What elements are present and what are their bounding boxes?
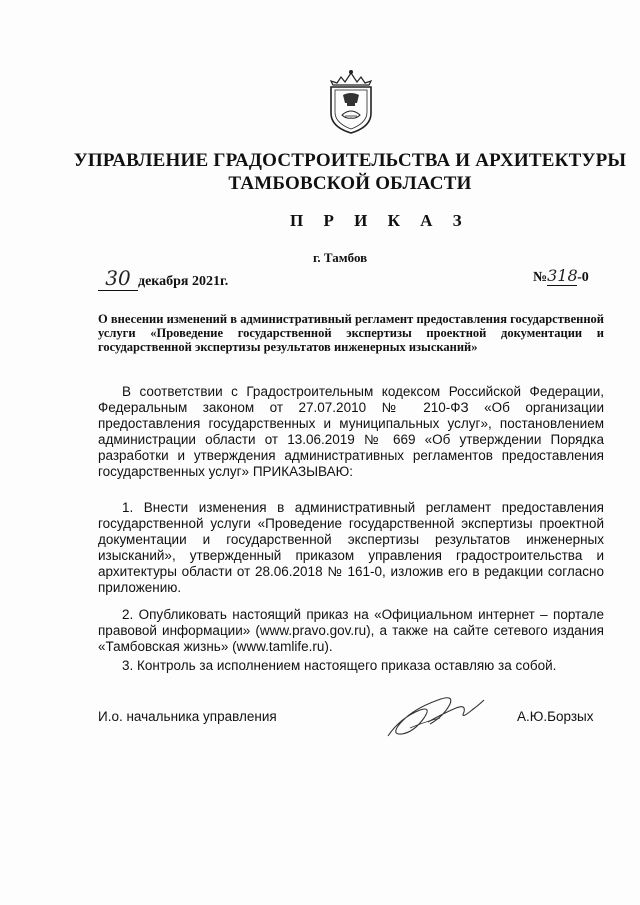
- number-suffix: -0: [577, 270, 589, 285]
- handwritten-signature: [380, 688, 490, 744]
- coat-of-arms-emblem: [323, 65, 379, 135]
- city: г. Тамбов: [313, 250, 368, 265]
- document-type: П Р И К А З: [290, 211, 470, 230]
- document-subject: О внесении изменений в административный регламент предоставления государственной услуги «Проведение государственной экспертизы проектной документации и государственной экспертизы результатов инженерных изысканий»: [98, 312, 604, 354]
- order-item-1: 1. Внести изменения в административный регламент предоставления государственной услуги «Проведение государственной экспертизы проектной документации и государственной экспертизы результатов инженерных изысканий», утвержденный приказом управления градостроительства и архитектуры области от 28.06.2018 № 161-0, изложив его в редакции согласно приложению.: [98, 500, 604, 595]
- number-prefix: №: [533, 270, 548, 285]
- document-date: [98, 266, 228, 291]
- organization-name-line1: УПРАВЛЕНИЕ ГРАДОСТРОИТЕЛЬСТВА И АРХИТЕКТУРЫ: [73, 150, 627, 171]
- signatory-title: И.о. начальника управления: [98, 709, 277, 724]
- date-month-year: декабря 2021г.: [138, 274, 229, 289]
- preamble-paragraph: В соответствии с Градостроительным кодексом Российской Федерации, Федеральным законом от 27.07.2010 № 210-ФЗ «Об организации предоставления государственных и муниципальных услуг», постановлением администрации области от 13.06.2019 № 669 «Об утверждении Порядка разработки и утверждения административных регламентов предоставления государственных услуг» ПРИКАЗЫВАЮ:: [98, 384, 604, 479]
- organization-name-line2: ТАМБОВСКОЙ ОБЛАСТИ: [228, 173, 472, 194]
- signatory-name: А.Ю.Борзых: [517, 709, 594, 724]
- order-item-2: 2. Опубликовать настоящий приказ на «Официальном интернет – портале правовой информации» (www.pravo.gov.ru), а также на сайте сетевого издания «Тамбовская жизнь» (www.tamlife.ru).: [98, 607, 604, 654]
- order-item-3: 3. Контроль за исполнением настоящего приказа оставляю за собой.: [122, 658, 557, 673]
- date-day-handwritten: 30: [98, 266, 138, 291]
- document-number: [533, 266, 589, 286]
- number-handwritten: 318: [547, 266, 578, 285]
